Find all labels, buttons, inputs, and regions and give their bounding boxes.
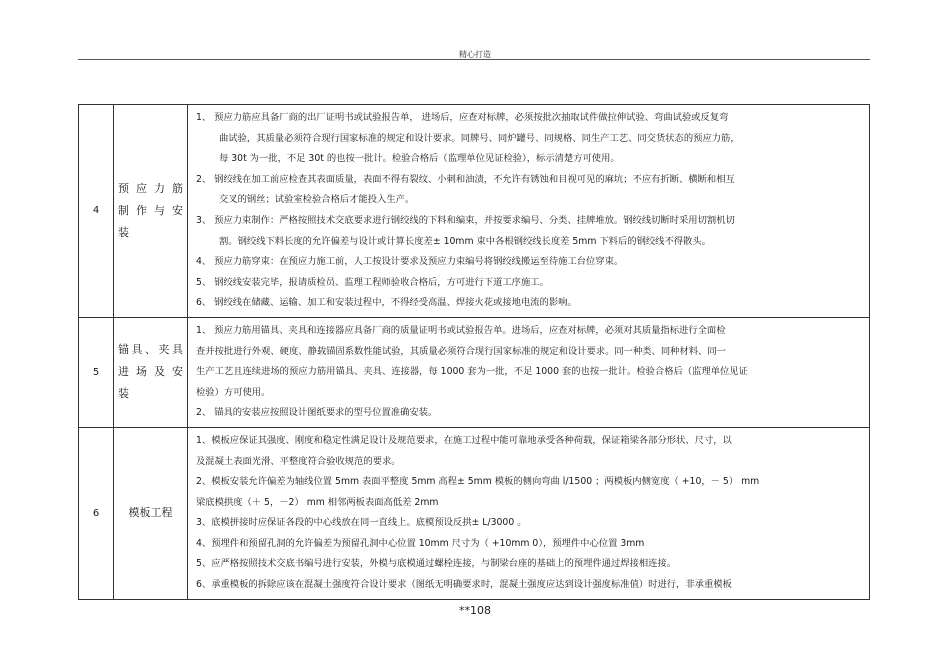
row-number: 4 (79, 105, 114, 318)
requirement-line: 梁底模拱度（＋ 5，－2） mm 相邻两板表面高低差 2mm (196, 496, 439, 508)
requirement-line: 生产工艺且连续进场的预应力筋用锚具、夹具、连接器，每 1000 套为一批，不足 1000 套的也按一批计。检验合格后（监理单位见证 (196, 366, 748, 378)
item-name-line: 进场及安 (118, 365, 183, 379)
item-name-line: 装 (118, 387, 129, 401)
header-divider (78, 59, 870, 60)
page-number: **108 (459, 604, 491, 617)
requirement-line: 4、 预应力筋穿束：在预应力施工前，人工按设计要求及预应力束编号将钢绞线搬运至待施工台位穿束。 (196, 256, 624, 268)
requirement-line: 曲试验，其质量必须符合现行国家标准的规定和设计要求。同牌号、同炉罐号、同规格、同生产工艺、同交货状态的预应力筋， (219, 132, 740, 144)
requirement-line: 6、 钢绞线在储藏、运输、加工和安装过程中，不得经受高温、焊接火花或接地电流的影响。 (196, 297, 577, 309)
requirements-cell (188, 105, 870, 318)
requirement-line: 割。钢绞线下料长度的允许偏差与设计或计算长度差± 10mm 束中各根钢绞线长度差 5mm 下料后的钢绞线不得散头。 (219, 235, 711, 247)
requirement-line: 1、 预应力筋用锚具、夹具和连接器应具备厂商的质量证明书或试验报告单。进场后，应查对标牌，必须对其质量指标进行全面检 (196, 324, 726, 336)
row-number: 5 (79, 317, 114, 427)
requirement-line: 及混凝土表面光滑、平整度符合验收规范的要求。 (196, 455, 401, 467)
requirement-line: 1、模板应保证其强度、刚度和稳定性满足设计及规范要求，在施工过程中能可靠地承受各种荷载，保证箱梁各部分形状、尺寸，以 (196, 434, 732, 446)
requirement-line: 交叉的钢丝；试验室检验合格后才能投入生产。 (219, 194, 415, 206)
requirement-line: 2、 锚具的安装应按照设计图纸要求的型号位置准确安装。 (196, 407, 438, 419)
item-name-cell (114, 105, 188, 318)
page-header-title: 精心打造 (459, 50, 491, 59)
requirement-line: 每 30t 为一批，不足 30t 的也按一批计。检验合格后（监理单位见证检验），标示清楚方可使用。 (219, 153, 620, 165)
row-number: 6 (79, 427, 114, 599)
requirement-line: 3、 预应力束制作：严格按照技术交底要求进行钢绞线的下料和编束，并按要求编号、分类、挂牌堆放。钢绞线切断时采用切割机切 (196, 214, 735, 226)
item-name-line: 模板工程 (128, 506, 173, 520)
requirement-line: 1、 预应力筋应具备厂商的出厂证明书或试验报告单， 进场后，应查对标牌，必须按批次抽取试件做拉伸试验、弯曲试验或反复弯 (196, 112, 729, 123)
item-name-line: 锚具、夹具 (118, 343, 183, 357)
item-name-cell (114, 427, 188, 599)
specification-table (78, 104, 870, 600)
requirement-line: 2、模板安装允许偏差为轴线位置 5mm 表面平整度 5mm 高程± 5mm 模板的侧向弯曲 l/1500 ；两模板内侧宽度（ +10，－ 5） mm (196, 476, 760, 488)
table-row (79, 105, 870, 318)
requirement-line: 查并按批进行外观、硬度、静载锚固系数性能试验，其质量必须符合现行国家标准的规定和设计要求。同一种类、同种材料、同一 (196, 345, 726, 357)
item-name-line: 预应力筋 (118, 181, 183, 195)
requirement-line: 6、承重模板的拆除应该在混凝土强度符合设计要求（图纸无明确要求时，混凝土强度应达到设计强度标准值）时进行，非承重模板 (196, 579, 732, 591)
item-name-line: 装 (118, 225, 129, 239)
table-row (79, 427, 870, 599)
requirements-cell (188, 317, 870, 427)
item-name-cell (114, 317, 188, 427)
requirement-line: 2、 钢绞线在加工前应检查其表面质量，表面不得有裂纹、小刺和油渍，不允许有锈蚀和目视可见的麻坑；不应有折断、横断和相互 (196, 173, 735, 185)
requirement-line: 检验）方可使用。 (196, 386, 271, 398)
requirement-line: 4、预埋件和预留孔洞的允许偏差为预留孔洞中心位置 10mm 尺寸为（ +10mm 0），预埋件中心位置 3mm (196, 537, 645, 549)
requirement-line: 5、应严格按照技术交底书编号进行安装，外模与底模通过螺栓连接，与制梁台座的基础上的预埋件通过焊接相连接。 (196, 558, 677, 570)
item-name-line: 制作与安 (118, 203, 183, 217)
requirement-line: 3、底模拼接时应保证各段的中心线放在同一直线上。底模预设反拱± L/3000 。 (196, 517, 527, 529)
table-row (79, 317, 870, 427)
requirements-cell (188, 427, 870, 599)
requirement-line: 5、 钢绞线安装完毕，报请质检员、监理工程师验收合格后，方可进行下道工序施工。 (196, 276, 549, 288)
